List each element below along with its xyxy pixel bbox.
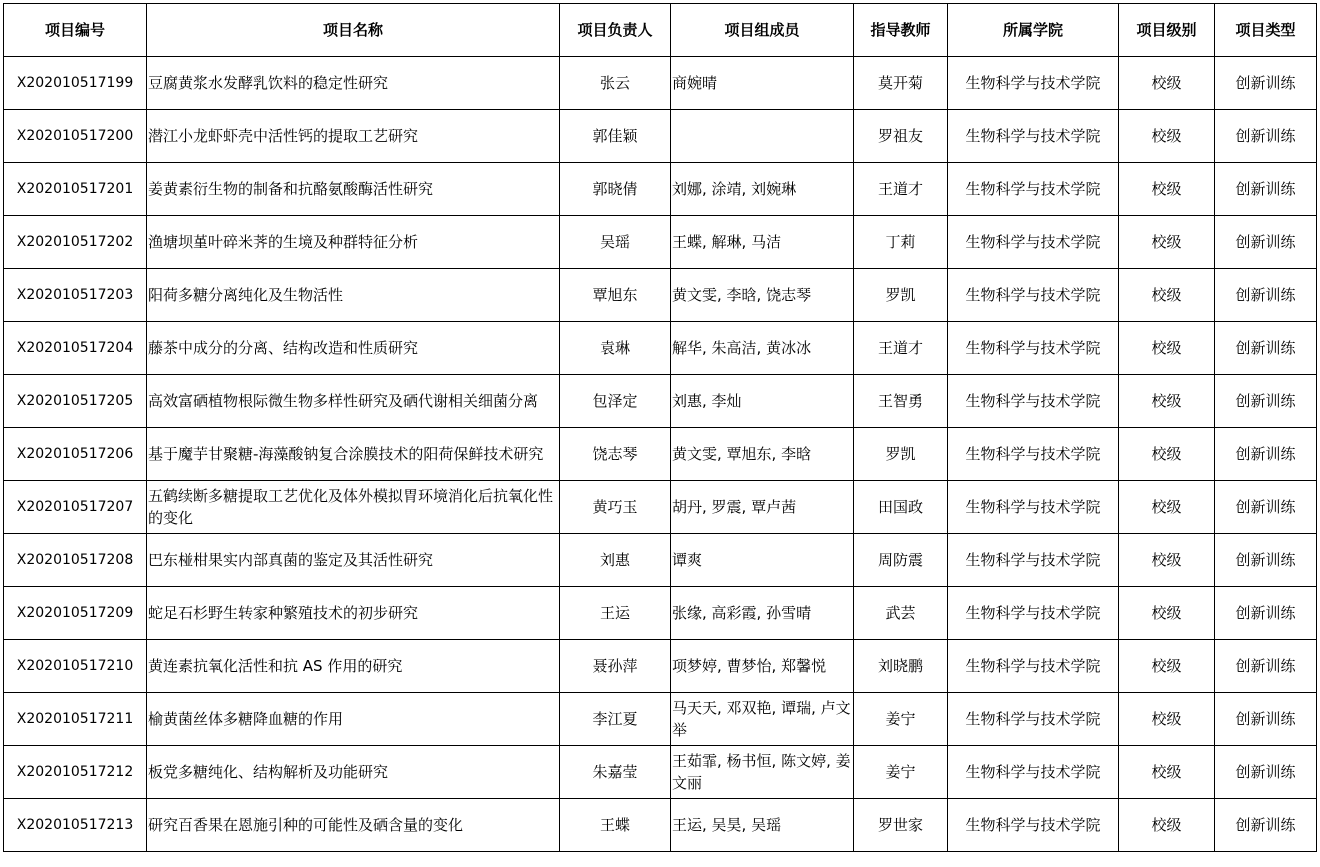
cell-college: 生物科学与技术学院 <box>948 57 1119 110</box>
cell-project-leader: 王运 <box>560 587 671 640</box>
cell-project-leader: 张云 <box>560 57 671 110</box>
cell-project-level: 校级 <box>1119 375 1215 428</box>
cell-project-members: 黄文雯, 覃旭东, 李晗 <box>671 428 854 481</box>
cell-project-members: 马天天, 邓双艳, 谭瑞, 卢文举 <box>671 693 854 746</box>
cell-advisor: 莫开菊 <box>854 57 948 110</box>
table-row <box>4 269 1317 322</box>
cell-project-leader: 饶志琴 <box>560 428 671 481</box>
cell-advisor: 罗祖友 <box>854 110 948 163</box>
cell-project-id: X202010517205 <box>4 375 147 428</box>
table-row <box>4 57 1317 110</box>
header-project-name: 项目名称 <box>147 4 560 57</box>
cell-college: 生物科学与技术学院 <box>948 375 1119 428</box>
cell-project-leader: 包泽定 <box>560 375 671 428</box>
cell-project-type: 创新训练 <box>1215 799 1317 852</box>
cell-project-leader: 郭佳颖 <box>560 110 671 163</box>
cell-college: 生物科学与技术学院 <box>948 216 1119 269</box>
cell-project-members: 黄文雯, 李晗, 饶志琴 <box>671 269 854 322</box>
cell-college: 生物科学与技术学院 <box>948 693 1119 746</box>
header-project-type: 项目类型 <box>1215 4 1317 57</box>
cell-college: 生物科学与技术学院 <box>948 640 1119 693</box>
cell-project-level: 校级 <box>1119 110 1215 163</box>
cell-project-name: 姜黄素衍生物的制备和抗酪氨酸酶活性研究 <box>147 163 560 216</box>
cell-project-name: 基于魔芋甘聚糖-海藻酸钠复合涂膜技术的阳荷保鲜技术研究 <box>147 428 560 481</box>
table-row <box>4 481 1317 534</box>
table-row <box>4 110 1317 163</box>
cell-project-type: 创新训练 <box>1215 587 1317 640</box>
cell-project-name: 渔塘坝堇叶碎米荠的生境及种群特征分析 <box>147 216 560 269</box>
cell-project-name: 研究百香果在恩施引种的可能性及硒含量的变化 <box>147 799 560 852</box>
table-row <box>4 428 1317 481</box>
cell-college: 生物科学与技术学院 <box>948 534 1119 587</box>
cell-project-id: X202010517211 <box>4 693 147 746</box>
cell-project-id: X202010517213 <box>4 799 147 852</box>
header-project-leader: 项目负责人 <box>560 4 671 57</box>
cell-project-name: 高效富硒植物根际微生物多样性研究及硒代谢相关细菌分离 <box>147 375 560 428</box>
project-table <box>3 3 1317 852</box>
header-project-level: 项目级别 <box>1119 4 1215 57</box>
cell-project-type: 创新训练 <box>1215 163 1317 216</box>
cell-project-level: 校级 <box>1119 216 1215 269</box>
cell-project-id: X202010517204 <box>4 322 147 375</box>
cell-project-name: 榆黄菌丝体多糖降血糖的作用 <box>147 693 560 746</box>
cell-project-members <box>671 110 854 163</box>
cell-advisor: 田国政 <box>854 481 948 534</box>
cell-college: 生物科学与技术学院 <box>948 481 1119 534</box>
header-project-members: 项目组成员 <box>671 4 854 57</box>
cell-advisor: 王道才 <box>854 322 948 375</box>
table-row <box>4 640 1317 693</box>
header-row <box>4 4 1317 57</box>
cell-advisor: 丁莉 <box>854 216 948 269</box>
cell-project-leader: 袁琳 <box>560 322 671 375</box>
cell-college: 生物科学与技术学院 <box>948 746 1119 799</box>
cell-project-members: 项梦婷, 曹梦怡, 郑馨悦 <box>671 640 854 693</box>
cell-project-id: X202010517207 <box>4 481 147 534</box>
cell-project-id: X202010517199 <box>4 57 147 110</box>
cell-project-type: 创新训练 <box>1215 481 1317 534</box>
cell-project-id: X202010517210 <box>4 640 147 693</box>
cell-advisor: 姜宁 <box>854 693 948 746</box>
table-row <box>4 534 1317 587</box>
cell-advisor: 武芸 <box>854 587 948 640</box>
cell-project-type: 创新训练 <box>1215 269 1317 322</box>
cell-project-type: 创新训练 <box>1215 428 1317 481</box>
cell-project-name: 板党多糖纯化、结构解析及功能研究 <box>147 746 560 799</box>
cell-project-leader: 王蝶 <box>560 799 671 852</box>
cell-project-name: 潜江小龙虾虾壳中活性钙的提取工艺研究 <box>147 110 560 163</box>
cell-college: 生物科学与技术学院 <box>948 587 1119 640</box>
cell-project-level: 校级 <box>1119 322 1215 375</box>
cell-project-name: 蛇足石杉野生转家种繁殖技术的初步研究 <box>147 587 560 640</box>
table-row <box>4 799 1317 852</box>
table-row <box>4 375 1317 428</box>
table-row <box>4 746 1317 799</box>
cell-project-leader: 聂孙萍 <box>560 640 671 693</box>
cell-project-members: 刘娜, 涂靖, 刘婉琳 <box>671 163 854 216</box>
table-row <box>4 693 1317 746</box>
cell-project-level: 校级 <box>1119 57 1215 110</box>
cell-project-id: X202010517212 <box>4 746 147 799</box>
cell-advisor: 刘晓鹏 <box>854 640 948 693</box>
table-row <box>4 163 1317 216</box>
cell-project-level: 校级 <box>1119 799 1215 852</box>
cell-project-level: 校级 <box>1119 163 1215 216</box>
cell-project-leader: 朱嘉莹 <box>560 746 671 799</box>
cell-project-name: 五鹤续断多糖提取工艺优化及体外模拟胃环境消化后抗氧化性的变化 <box>147 481 560 534</box>
cell-project-name: 黄连素抗氧化活性和抗 AS 作用的研究 <box>147 640 560 693</box>
cell-project-type: 创新训练 <box>1215 216 1317 269</box>
cell-project-members: 刘惠, 李灿 <box>671 375 854 428</box>
cell-project-leader: 吴瑶 <box>560 216 671 269</box>
cell-project-type: 创新训练 <box>1215 375 1317 428</box>
cell-project-id: X202010517209 <box>4 587 147 640</box>
cell-project-id: X202010517201 <box>4 163 147 216</box>
cell-project-level: 校级 <box>1119 587 1215 640</box>
cell-advisor: 王智勇 <box>854 375 948 428</box>
table-body <box>4 57 1317 852</box>
table-row <box>4 216 1317 269</box>
cell-project-id: X202010517203 <box>4 269 147 322</box>
cell-advisor: 罗凯 <box>854 428 948 481</box>
cell-project-id: X202010517202 <box>4 216 147 269</box>
cell-project-type: 创新训练 <box>1215 693 1317 746</box>
cell-project-level: 校级 <box>1119 481 1215 534</box>
cell-project-id: X202010517206 <box>4 428 147 481</box>
header-advisor: 指导教师 <box>854 4 948 57</box>
cell-project-type: 创新训练 <box>1215 57 1317 110</box>
cell-project-level: 校级 <box>1119 428 1215 481</box>
table-row <box>4 322 1317 375</box>
cell-project-members: 王运, 吴昊, 吴瑶 <box>671 799 854 852</box>
cell-project-members: 胡丹, 罗震, 覃卢茜 <box>671 481 854 534</box>
cell-project-leader: 刘惠 <box>560 534 671 587</box>
cell-project-type: 创新训练 <box>1215 110 1317 163</box>
cell-project-level: 校级 <box>1119 746 1215 799</box>
cell-project-type: 创新训练 <box>1215 534 1317 587</box>
cell-project-name: 巴东椪柑果实内部真菌的鉴定及其活性研究 <box>147 534 560 587</box>
cell-project-leader: 李江夏 <box>560 693 671 746</box>
cell-advisor: 罗凯 <box>854 269 948 322</box>
cell-project-leader: 覃旭东 <box>560 269 671 322</box>
cell-project-level: 校级 <box>1119 534 1215 587</box>
cell-project-members: 谭爽 <box>671 534 854 587</box>
cell-project-type: 创新训练 <box>1215 746 1317 799</box>
cell-project-members: 王蝶, 解琳, 马洁 <box>671 216 854 269</box>
cell-project-name: 豆腐黄浆水发酵乳饮料的稳定性研究 <box>147 57 560 110</box>
cell-project-name: 藤茶中成分的分离、结构改造和性质研究 <box>147 322 560 375</box>
table-row <box>4 587 1317 640</box>
cell-college: 生物科学与技术学院 <box>948 163 1119 216</box>
cell-project-level: 校级 <box>1119 269 1215 322</box>
cell-project-id: X202010517208 <box>4 534 147 587</box>
cell-college: 生物科学与技术学院 <box>948 799 1119 852</box>
cell-advisor: 王道才 <box>854 163 948 216</box>
cell-project-type: 创新训练 <box>1215 322 1317 375</box>
cell-project-members: 解华, 朱高洁, 黄冰冰 <box>671 322 854 375</box>
cell-project-name: 阳荷多糖分离纯化及生物活性 <box>147 269 560 322</box>
header-project-id: 项目编号 <box>4 4 147 57</box>
cell-project-leader: 郭晓倩 <box>560 163 671 216</box>
cell-advisor: 姜宁 <box>854 746 948 799</box>
cell-project-id: X202010517200 <box>4 110 147 163</box>
cell-project-members: 张缘, 高彩霞, 孙雪晴 <box>671 587 854 640</box>
cell-college: 生物科学与技术学院 <box>948 269 1119 322</box>
cell-advisor: 罗世家 <box>854 799 948 852</box>
header-college: 所属学院 <box>948 4 1119 57</box>
cell-college: 生物科学与技术学院 <box>948 322 1119 375</box>
cell-advisor: 周防震 <box>854 534 948 587</box>
cell-project-level: 校级 <box>1119 640 1215 693</box>
cell-project-level: 校级 <box>1119 693 1215 746</box>
cell-project-type: 创新训练 <box>1215 640 1317 693</box>
cell-project-members: 商婉晴 <box>671 57 854 110</box>
cell-project-leader: 黄巧玉 <box>560 481 671 534</box>
cell-college: 生物科学与技术学院 <box>948 428 1119 481</box>
cell-project-members: 王茹霏, 杨书恒, 陈文婷, 姜文丽 <box>671 746 854 799</box>
cell-college: 生物科学与技术学院 <box>948 110 1119 163</box>
